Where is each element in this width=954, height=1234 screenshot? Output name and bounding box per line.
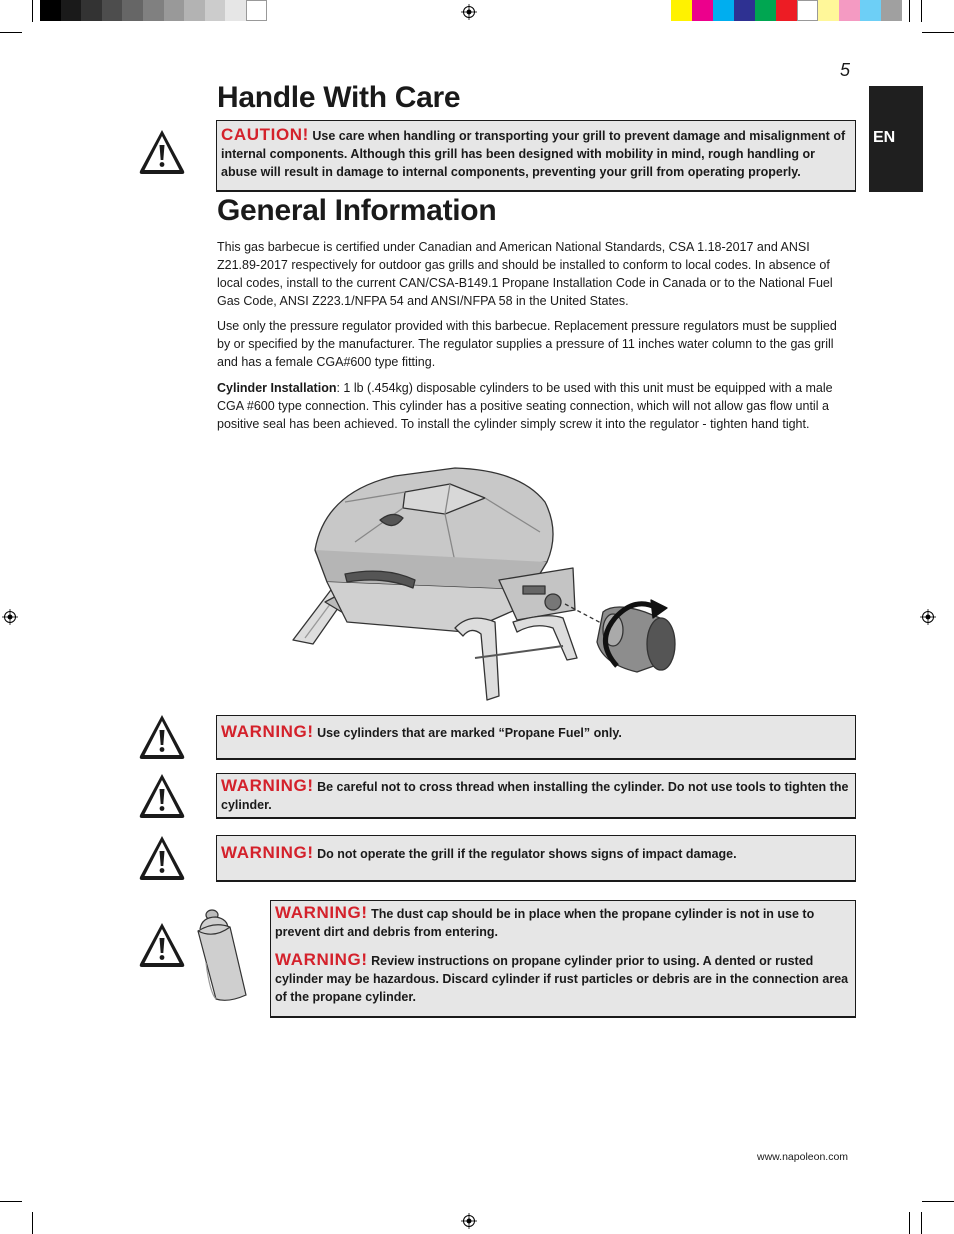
color-swatch: [102, 0, 123, 21]
regulator-paragraph: Use only the pressure regulator provided with this barbecue. Replacement pressure regulators must be supplied by or specified by the manufacturer. The regulator supplies a pressure of 11 inches water column to the gas grill and has a female CGA#600 type fitting.: [217, 319, 837, 369]
cylinder-installation-text: : 1 lb (.454kg) disposable cylinders to be used with this unit must be equipped with a male CGA #600 type connection. This cylinder has a positive seating connection, which will not allow gas flow until a positive seal has been achieved. To install the cylinder simply screw it into the regulator - tighten hand tight.: [217, 381, 833, 431]
propane-cylinder-illustration: [188, 903, 268, 1003]
crop-mark: [922, 1201, 954, 1202]
handle-with-care-title: Handle With Care: [217, 81, 461, 114]
warning-tag: WARNING!: [221, 843, 314, 862]
crop-mark: [921, 1212, 922, 1234]
language-tab-label: EN: [873, 129, 896, 146]
warning-box-cylinder: [270, 900, 856, 1018]
crop-mark: [909, 1212, 910, 1234]
warning-text: Review instructions on propane cylinder prior to using. A dented or rusted cylinder may be hazardous. Discard cylinder if rust particles or debris are in the connection area of the propane cylinder.: [275, 954, 849, 1004]
footer-website: www.napoleon.com: [757, 1151, 849, 1163]
warning-tag: WARNING!: [275, 950, 368, 969]
general-information-title: General Information: [217, 194, 497, 227]
warning-text: The dust cap should be in place when the propane cylinder is not in use to prevent dirt and debris from entering.: [275, 907, 815, 939]
warning-triangle-icon: [137, 771, 187, 821]
caution-box: [216, 120, 856, 192]
color-swatch: [81, 0, 102, 21]
color-swatch: [143, 0, 164, 21]
color-swatch: [122, 0, 143, 21]
page-number: 5: [840, 60, 851, 80]
color-swatch: [839, 0, 860, 21]
warning-tag: WARNING!: [275, 903, 368, 922]
warning-box-regulator-damage: [216, 835, 856, 882]
color-swatch: [776, 0, 797, 21]
registration-mark-icon: [2, 609, 18, 625]
crop-mark: [0, 32, 22, 33]
crop-mark: [921, 0, 922, 22]
color-swatch: [713, 0, 734, 21]
crop-mark: [32, 0, 33, 22]
color-swatch: [818, 0, 839, 21]
warning-text: Do not operate the grill if the regulator shows signs of impact damage.: [317, 847, 737, 861]
certification-paragraph: This gas barbecue is certified under Canadian and American National Standards, CSA 1.18-2017 and ANSI Z21.89-2017 respectively for outdoor gas grills and should be installed to conform to local codes. In absence of local codes, install to the current CAN/CSA-B149.1 Propane Installation Code in Canada or to the National Fuel Gas Code, ANSI Z223.1/NFPA 54 and ANSI/NFPA 58 in the United States.: [217, 240, 833, 308]
warning-box-cross-thread: [216, 773, 856, 819]
color-swatch: [860, 0, 881, 21]
color-swatch: [246, 0, 267, 21]
color-swatch: [734, 0, 755, 21]
crop-mark: [32, 1212, 33, 1234]
warning-triangle-icon: [137, 833, 187, 883]
crop-mark: [922, 32, 954, 33]
caution-tag: CAUTION!: [221, 125, 309, 144]
color-swatch: [881, 0, 902, 21]
crop-mark: [0, 1201, 22, 1202]
warning-tag: WARNING!: [221, 776, 314, 795]
caution-text: Use care when handling or transporting your grill to prevent damage and misalignment of internal components. Although this grill has been designed with mobility in mind, rough handling or abuse will result in damage to internal components, preventing your grill from operating properly.: [221, 129, 846, 179]
registration-mark-icon: [920, 609, 936, 625]
color-swatch: [61, 0, 82, 21]
warning-text: Be careful not to cross thread when installing the cylinder. Do not use tools to tighten the cylinder.: [221, 780, 849, 812]
cylinder-installation-paragraph: [217, 379, 852, 433]
warning-triangle-icon: [137, 920, 187, 970]
warning-text: Use cylinders that are marked “Propane Fuel” only.: [317, 726, 622, 740]
cylinder-installation-label: Cylinder Installation: [217, 381, 337, 395]
color-swatch: [184, 0, 205, 21]
color-swatch: [40, 0, 61, 21]
warning-triangle-icon: [137, 712, 187, 762]
color-swatch: [671, 0, 692, 21]
language-tab: [869, 86, 923, 192]
crop-mark: [909, 0, 910, 22]
color-swatch: [797, 0, 818, 21]
warning-tag: WARNING!: [221, 722, 314, 741]
warning-triangle-icon: [137, 127, 187, 177]
color-swatch: [205, 0, 226, 21]
registration-mark-icon: [461, 1213, 477, 1229]
color-swatch: [164, 0, 185, 21]
registration-mark-icon: [461, 4, 477, 20]
color-swatch: [755, 0, 776, 21]
color-swatch: [225, 0, 246, 21]
grill-cylinder-illustration: [285, 462, 685, 708]
warning-box-propane-fuel: [216, 715, 856, 760]
color-swatch: [692, 0, 713, 21]
